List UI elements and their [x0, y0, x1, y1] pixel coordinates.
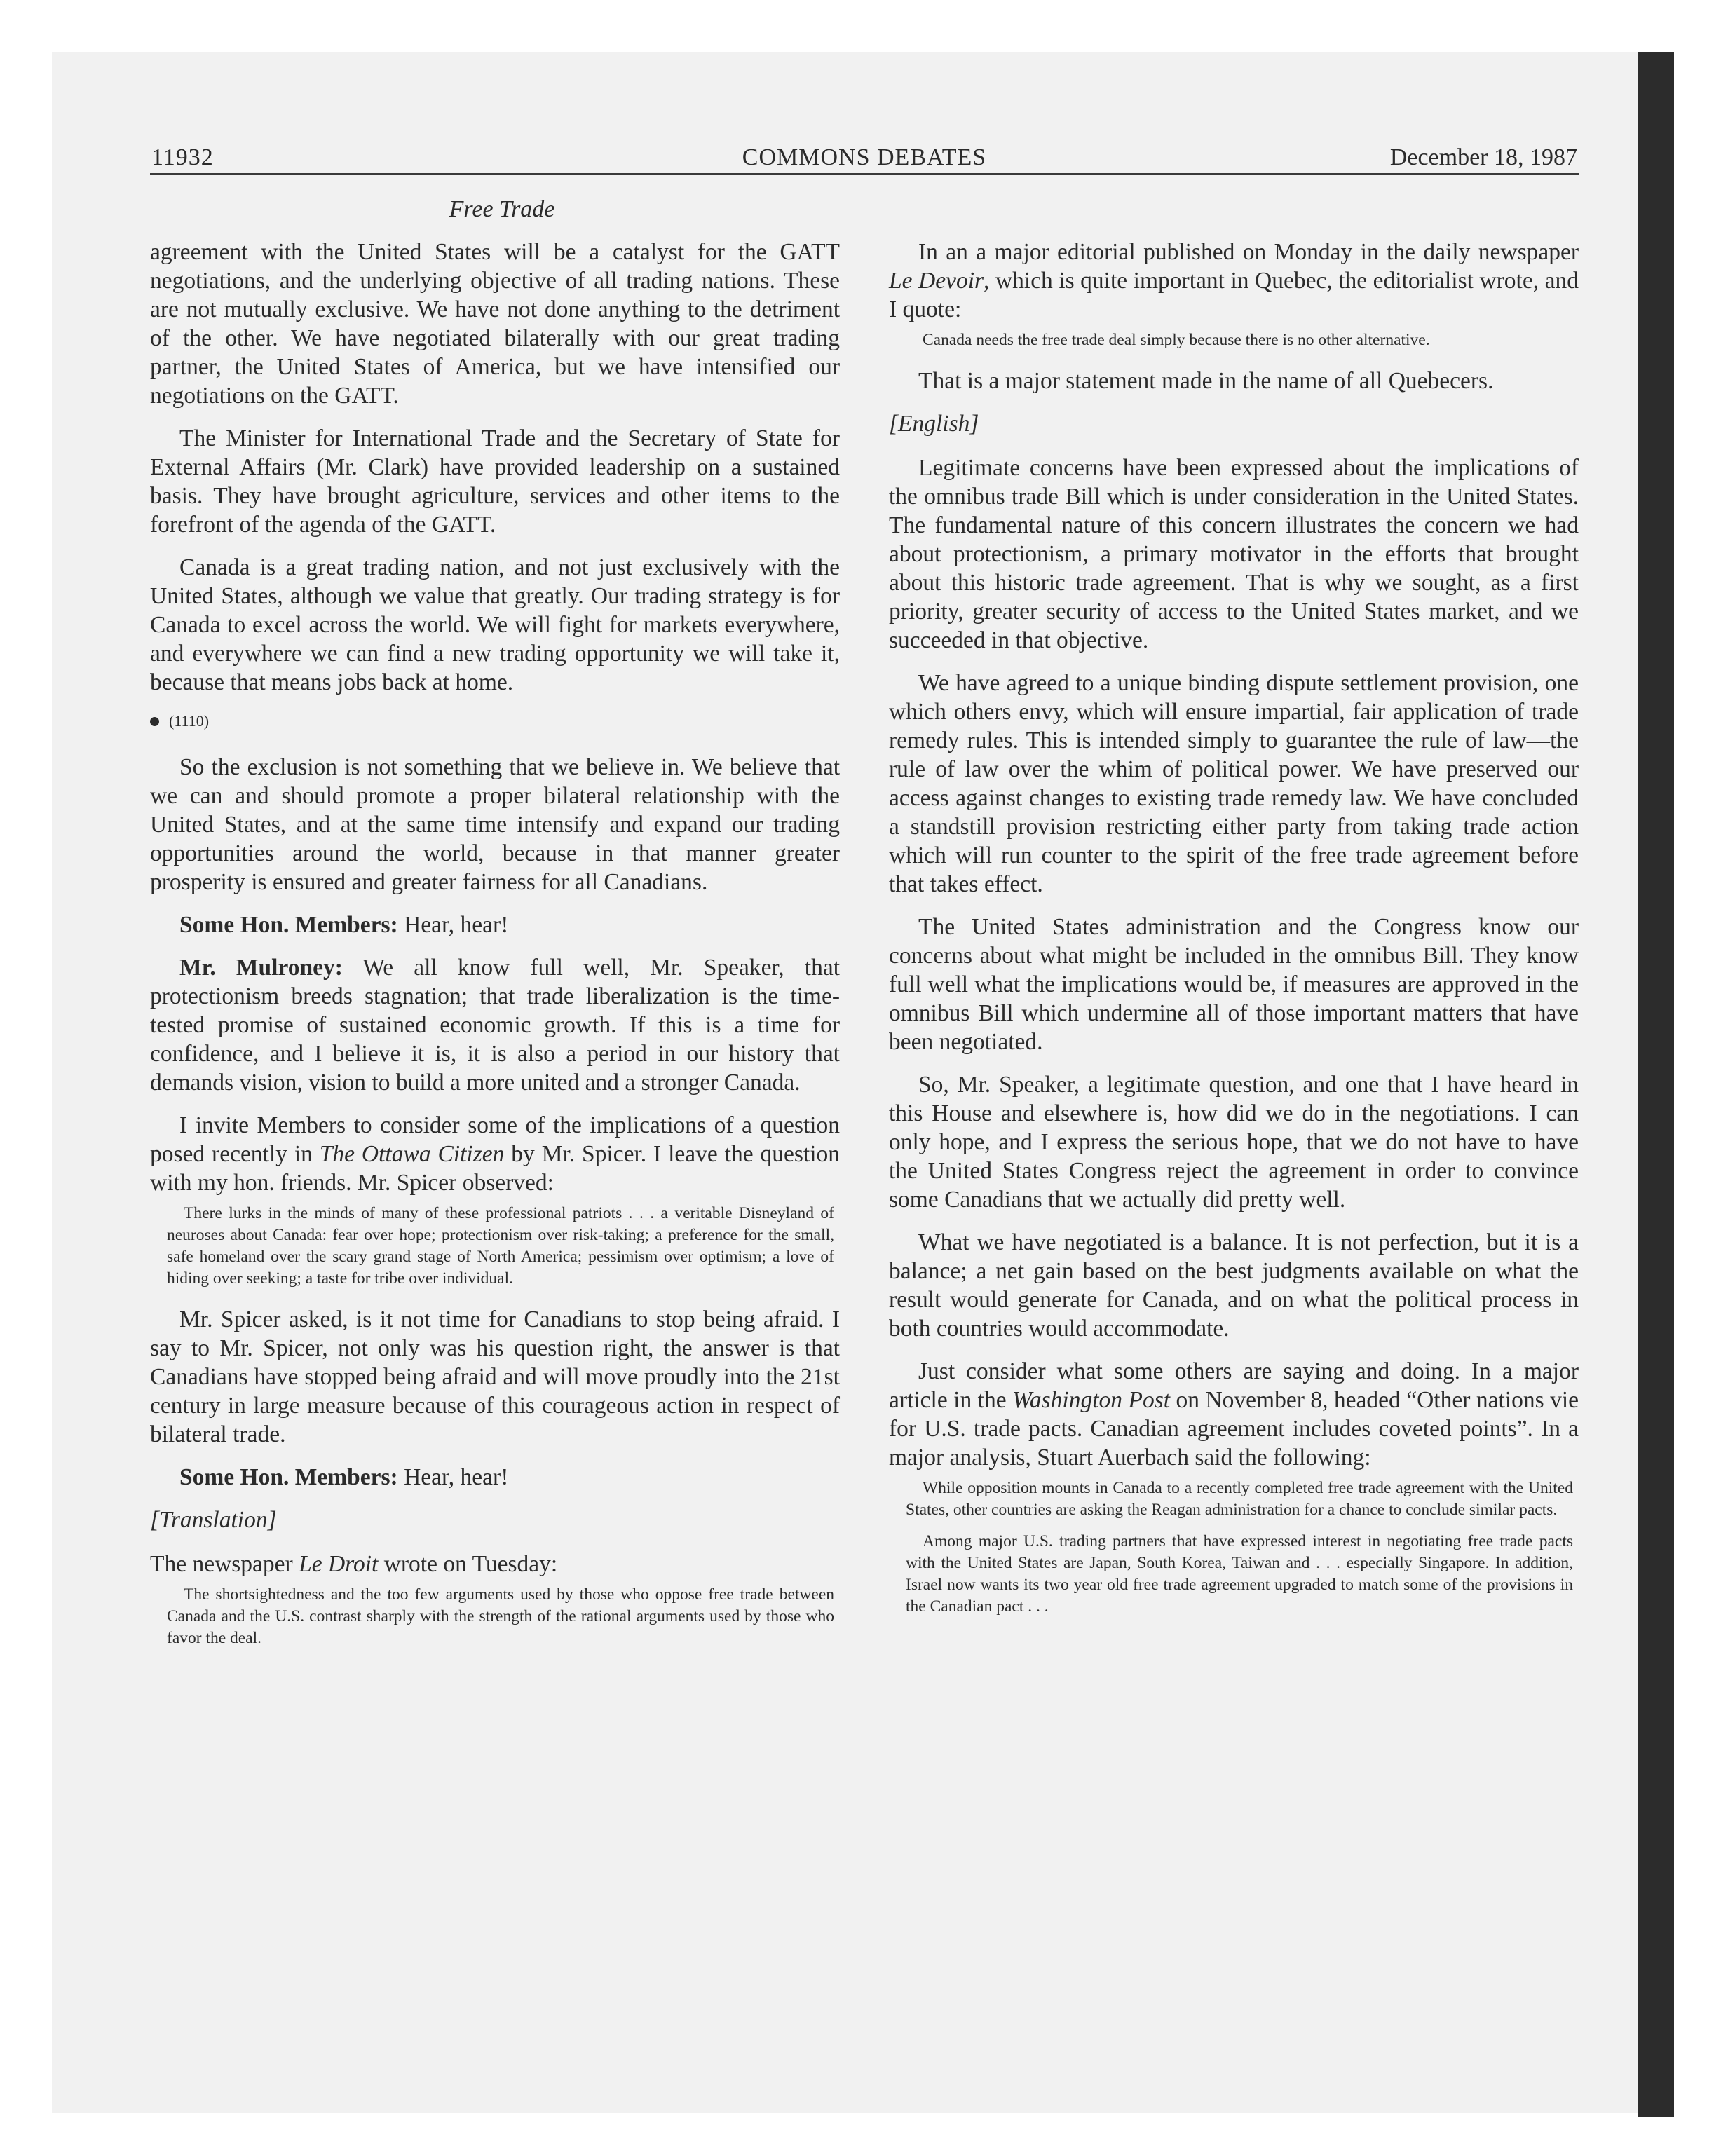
- publication-name: Washington Post: [1012, 1387, 1171, 1413]
- paragraph: We have agreed to a unique binding dispute settlement provision, one which others envy, which will ensure impartial, fair application of trade remedy rules. This is intended simply to guarantee the rule of law—the rule of law over the whim of political power. We have preserved our access against changes to existing trade remedy law. We have concluded a standstill provision restricting either party from taking trade action which will run counter to the spirit of the free trade agreement before that takes effect.: [889, 670, 1579, 897]
- block-quote: There lurks in the minds of many of these professional patriots . . . a veritable Disneyland of neuroses about Canada: fear over hope; protectionism over risk-taking; a preference for the small, safe homeland over the scary grand stage of North America; pessimism over optimism; a love of hiding over seeking; a taste for tribe over individual.: [167, 1204, 834, 1288]
- text-run: In an a major editorial published on Monday in the daily newspaper: [918, 239, 1579, 265]
- page-header: [151, 142, 1577, 174]
- english-tag: [English]: [889, 411, 979, 437]
- paragraph: So the exclusion is not something that we believe in. We believe that we can and should promote a proper bilateral relationship with the United States, and at the same time intensify and expand our trading opportunities around the world, because in that manner greater prosperity is ensured and greater fairness for all Canadians.: [150, 754, 840, 895]
- publication-name: Le Droit: [299, 1551, 379, 1577]
- block-quote: While opposition mounts in Canada to a recently completed free trade agreement with the United States, other countries are asking the Reagan administration for a chance to conclude similar pacts.: [906, 1479, 1573, 1519]
- paragraph: [150, 1111, 840, 1197]
- header-rule: [150, 173, 1579, 175]
- right-column: [889, 238, 1579, 1633]
- block-quote: Canada needs the free trade deal simply because there is no other alternative.: [923, 331, 1430, 349]
- publication-title: COMMONS DEBATES: [742, 144, 987, 170]
- left-column: [150, 238, 840, 1665]
- paragraph: Legitimate concerns have been expressed about the implications of the omnibus trade Bill which is under consideration in the United States. The fundamental nature of this concern illustrates the concern we had about protectionism, a primary motivator in the efforts that brought about this historic trade agreement. That is why we sought, as a first priority, greater security of access to the United States market, and we succeeded in that objective.: [889, 455, 1579, 653]
- paragraph: [889, 238, 1579, 324]
- translation-tag: [Translation]: [150, 1507, 277, 1533]
- time-marker-label: (1110): [169, 712, 210, 730]
- paragraph: Canada is a great trading nation, and not just exclusively with the United States, although we value that greatly. Our trading strategy is for Canada to excel across the world. We will fight for markets everywhere, and everywhere we can find a new trading opportunity we will take it, because that means jobs back at home.: [150, 554, 840, 695]
- bullet-icon: [150, 717, 159, 726]
- paragraph: So, Mr. Speaker, a legitimate question, and one that I have heard in this House and elsewhere is, how did we do in the negotiations. I can only hope, and I express the serious hope, that we do not have to have the United States Congress reject the agreement in order to convince some Canadians that we actually did pretty well.: [889, 1072, 1579, 1213]
- speech-paragraph: [150, 953, 840, 1097]
- paragraph: The Minister for International Trade and the Secretary of State for External Affairs (Mr. Clark) have provided leadership on a sustained basis. They have brought agriculture, services and other items to the forefront of the agenda of the GATT.: [150, 425, 840, 538]
- speech-text: Hear, hear!: [404, 912, 509, 938]
- scan-edge-bar: [1638, 52, 1674, 2117]
- page-number: 11932: [151, 144, 214, 170]
- text-run: Just consider what some others are saying and doing. In a major article in the: [889, 1358, 1579, 1413]
- paragraph: Mr. Spicer asked, is it not time for Canadians to stop being afraid. I say to Mr. Spicer, not only was his question right, the answer is that Canadians have stopped being afraid and will move proudly into the 21st century in large measure because of this courageous action in respect of bilateral trade.: [150, 1306, 840, 1447]
- interjection: [150, 1463, 840, 1492]
- text-run: wrote on Tuesday:: [378, 1551, 558, 1577]
- speech-text: We all know full well, Mr. Speaker, that protectionism breeds stagnation; that trade liberalization is the time-tested promise of sustained economic growth. If this is a time for confidence, and I believe it is, it is also a period in our history that demands vision, vision to build a more united and a stronger Canada.: [150, 955, 841, 1096]
- paragraph: That is a major statement made in the name of all Quebecers.: [918, 368, 1494, 394]
- block-quote: The shortsightedness and the too few arguments used by those who oppose free trade between Canada and the U.S. contrast sharply with the strength of the rational arguments used by those who favor the deal.: [167, 1585, 834, 1647]
- paragraph: The United States administration and the Congress know our concerns about what might be included in the omnibus Bill. They know full well what the implications would be, if measures are approved in the omnibus Bill which undermine all of those important matters that have been negotiated.: [889, 914, 1579, 1055]
- interjection: [150, 910, 840, 939]
- speaker-name: Some Hon. Members:: [179, 1464, 398, 1490]
- speech-text: Hear, hear!: [404, 1464, 509, 1490]
- page-date: December 18, 1987: [1389, 144, 1577, 170]
- section-subheading: Free Trade: [449, 196, 555, 222]
- text-run: on November 8, headed “Other nations vie for U.S. trade pacts. Canadian agreement includes coveted points”. In a major analysis, Stuart Auerbach said the following:: [889, 1387, 1579, 1471]
- paragraph: [150, 1550, 840, 1578]
- text-run: The newspaper: [150, 1551, 299, 1577]
- speaker-name: Mr. Mulroney:: [179, 955, 343, 981]
- paragraph: What we have negotiated is a balance. It is not perfection, but it is a balance; a net gain based on the best judgments available on what the result would generate for Canada, and on what the political process in both countries would accommodate.: [889, 1229, 1579, 1342]
- text-run: by Mr. Spicer. I leave the question with my hon. friends. Mr. Spicer observed:: [150, 1141, 841, 1196]
- paragraph: [889, 1357, 1579, 1472]
- text-run: I invite Members to consider some of the implications of a question posed recently in: [150, 1112, 840, 1167]
- block-quote: Among major U.S. trading partners that have expressed interest in negotiating free trade pacts with the United States are Japan, South Korea, Taiwan and . . . especially Singapore. In addition, Israel now wants its two year old free trade agreement upgraded to match some of the provisions in the Canadian pact . . .: [906, 1532, 1573, 1616]
- publication-name: Le Devoir: [889, 268, 984, 294]
- text-run: , which is quite important in Quebec, the editorialist wrote, and I quote:: [889, 268, 1579, 322]
- paragraph: agreement with the United States will be a catalyst for the GATT negotiations, and the underlying objective of all trading nations. These are not mutually exclusive. We have not done anything to the detriment of the other. We have negotiated bilaterally with our great trading partner, the United States of America, but we have intensified our negotiations on the GATT.: [150, 239, 840, 409]
- speaker-name: Some Hon. Members:: [179, 912, 398, 938]
- publication-name: The Ottawa Citizen: [319, 1141, 505, 1167]
- time-marker: [150, 711, 840, 732]
